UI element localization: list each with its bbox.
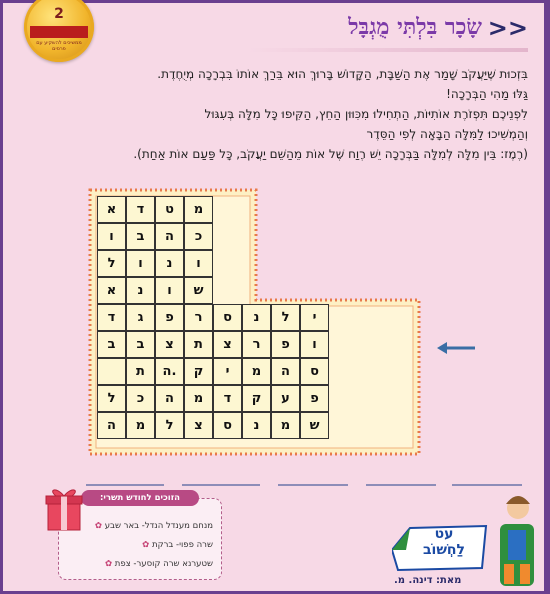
grid-cell[interactable]: ב [126,223,155,250]
grid-cell[interactable]: נ [155,250,184,277]
grid-cell[interactable]: ל [271,304,300,331]
grid-cell[interactable]: ר [184,304,213,331]
grid-cell[interactable]: צ [213,331,242,358]
grid-cell[interactable]: ה. [155,358,184,385]
grid-cell[interactable]: ו [300,331,329,358]
right-border [544,0,550,594]
flower-bullet-icon: ✿ [104,559,113,569]
grid-cell[interactable]: צ [184,412,213,439]
flower-bullet-icon: ✿ [142,540,150,550]
grid-cell[interactable]: פ [300,385,329,412]
winner-item [95,521,213,531]
grid-cell[interactable]: ו [155,277,184,304]
flower-bullet-icon: ✿ [94,521,102,531]
grid-cell[interactable]: י [300,304,329,331]
logo-line-2: לַחְשׁוֹב [422,542,466,558]
winner-name: שרה פפוי- ברקת [151,540,213,550]
grid-cell[interactable]: ו [126,250,155,277]
grid-cell[interactable]: ה [155,223,184,250]
grid-cell[interactable]: ס [213,412,242,439]
grid-cell[interactable]: ש [300,412,329,439]
grid-cell[interactable]: נ [126,277,155,304]
winner-item [105,559,213,569]
title-underline [248,48,528,52]
intro-line: וְהַמְשִׁיכוּ לַמִּלָּה הַבָּאָה לְפִי הַסֵּדֶר [366,127,528,141]
grid-cell[interactable]: ה [271,358,300,385]
grid-cell[interactable]: ד [97,304,126,331]
grid-cell[interactable]: כ [126,385,155,412]
instructions [30,64,528,164]
intro-line: גַּלּוּ מַהִי הַבְּרָכָה! [446,87,528,101]
grid-cell[interactable]: ת [126,358,155,385]
start-arrow-icon [437,342,477,354]
medal-number: 2 [54,6,64,22]
grid-cell[interactable]: ר [242,331,271,358]
title-arrow-icon: >> [487,14,528,42]
grid-cell[interactable]: ק [184,358,213,385]
answer-line[interactable] [452,484,522,486]
winner-name: מנחם מענדל הנדל- באר שבע [104,521,213,531]
grid-cell[interactable]: ס [300,358,329,385]
answer-line[interactable] [86,484,164,486]
grid-cell[interactable]: צ [155,331,184,358]
grid-cell[interactable]: נ [242,304,271,331]
grid-cell[interactable]: ד [126,196,155,223]
grid-cell[interactable]: כ [184,223,213,250]
hint-line: (רֶמֶז: בֵּין מִלָּה לְמִלָּה בַּבְּרָכָה יֵשׁ רֶוַח שֶׁל אוֹת מֵהַשֵּׁם יַעֲקֹב, כָּל פַּעַם אוֹת אַחַת). [133,147,528,161]
intro-line: לִפְנֵיכֶם תִּפְזֹרֶת אוֹתִיּוֹת, הַתְחִילוּ מִכִּוּוּן הַחֵץ, הַקִּיפוּ כָּל מִלָּה בְּעִגּוּל [204,107,528,121]
grid-cell[interactable]: ת [184,331,213,358]
grid-cell[interactable]: ס [213,304,242,331]
grid-cell[interactable]: ק [242,385,271,412]
grid-cell[interactable]: ג [126,304,155,331]
answer-line[interactable] [182,484,260,486]
answer-line[interactable] [278,484,348,486]
answer-line[interactable] [366,484,436,486]
grid-cell[interactable]: פ [271,331,300,358]
grid-cell[interactable]: מ [184,385,213,412]
grid-cell[interactable]: ו [184,250,213,277]
logo-text [414,526,474,558]
intro-line: בִּזְכוּת שֶׁיַּעֲקֹב שָׁמַר אֶת הַשַּׁבָּת, הַקָּדוֹשׁ בָּרוּךְ הוּא בֵּרַךְ אוֹתוֹ בִּבְרָכָה מְיֻחֶדֶת. [157,67,528,81]
grid-cell[interactable]: ל [155,412,184,439]
grid-cell[interactable]: ע [271,385,300,412]
grid-cell[interactable]: מ [242,358,271,385]
grid-cell[interactable] [97,358,126,385]
grid-cell[interactable]: ש [184,277,213,304]
winners-title: הזוכים לחודש תשרי: [81,490,199,506]
winner-name: שטערנא שרה קוסער- צפת [114,559,213,569]
grid-cell[interactable]: ד [213,385,242,412]
grid-cell[interactable]: ב [126,331,155,358]
page-title: שָׂכָר בִּלְתִּי מֻגְבָּל [348,14,482,40]
grid-cell[interactable]: ט [155,196,184,223]
grid-cell[interactable]: מ [271,412,300,439]
grid-cell[interactable]: א [97,196,126,223]
grid-cell[interactable]: ב [97,331,126,358]
boy-mascot-icon [494,490,540,590]
grid-cell[interactable]: נ [242,412,271,439]
grid-cell[interactable]: ה [155,385,184,412]
medal-subtitle: ממשיכים להשקיע עם פרסים [36,40,82,52]
grid-cell[interactable]: פ [155,304,184,331]
grid-cell[interactable]: י [213,358,242,385]
grid-cell[interactable]: א [97,277,126,304]
gift-box-icon [44,484,84,532]
logo-line-1: עט [434,526,454,542]
grid-cell[interactable]: ה [97,412,126,439]
grid-cell[interactable]: מ [126,412,155,439]
grid-cell[interactable]: מ [184,196,213,223]
grid-cell[interactable]: ו [97,223,126,250]
author-credit: מאת: דינה. מ. [394,575,462,586]
winner-item [142,540,213,550]
grid-cell[interactable]: ל [97,250,126,277]
medal-ribbon [30,26,88,38]
grid-cell[interactable]: ל [97,385,126,412]
